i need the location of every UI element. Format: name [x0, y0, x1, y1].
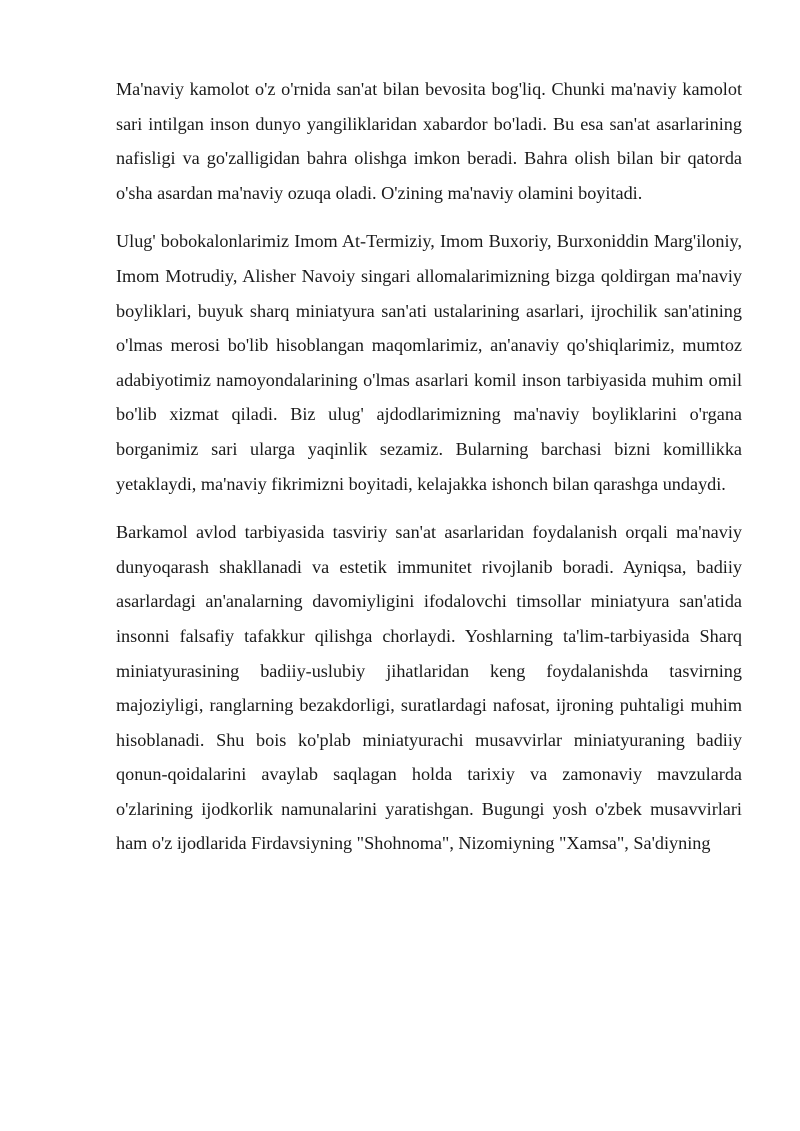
- paragraph-3: Barkamol avlod tarbiyasida tasviriy san'at asarlaridan foydalanish orqali ma'naviy dunyoqarash shakllanadi va estetik immunitet rivojlanib boradi. Ayniqsa, badiiy asarlardagi an'analarning davomiyligini ifodalovchi timsollar miniatyura san'atida insonni falsafiy tafakkur qilishga chorlaydi. Yoshlarning ta'lim-tarbiyasida Sharq miniatyurasining badiiy-uslubiy jihatlaridan keng foydalanishda tasvirning majoziyligi, ranglarning bezakdorligi, suratlardagi nafosat, ijroning puhtaligi muhim hisoblanadi. Shu bois ko'plab miniatyurachi musavvirlar miniatyuraning badiiy qonun-qoidalarini avaylab saqlagan holda tarixiy va zamonaviy mavzularda o'zlarining ijodkorlik namunalarini yaratishgan. Bugungi yosh o'zbek musavvirlari ham o'z ijodlarida Firdavsiyning "Shohnoma", Nizomiyning "Xamsa", Sa'diyning: [116, 522, 742, 854]
- document-page: [116, 72, 742, 875]
- paragraph-1: Ma'naviy kamolot o'z o'rnida san'at bilan bevosita bog'liq. Chunki ma'naviy kamolot sari intilgan inson dunyo yangiliklaridan xabardor bo'ladi. Bu esa san'at asarlarining nafisligi va go'zalligidan bahra olishga imkon beradi. Bahra olish bilan bir qatorda o'sha asardan ma'naviy ozuqa oladi. O'zining ma'naviy olamini boyitadi.: [116, 79, 742, 203]
- paragraph-2: Ulug' bobokalonlarimiz Imom At-Termiziy, Imom Buxoriy, Burxoniddin Marg'iloniy, Imom Motrudiy, Alisher Navoiy singari allomalarimizning bizga qoldirgan ma'naviy boyliklari, buyuk sharq miniatyura san'ati ustalarining asarlari, ijrochilik san'atining o'lmas merosi bo'lib hisoblangan maqomlarimiz, an'anaviy qo'shiqlarimiz, mumtoz adabiyotimiz namoyondalarining o'lmas asarlari komil inson tarbiyasida muhim omil bo'lib xizmat qiladi. Biz ulug' ajdodlarimizning ma'naviy boyliklarini o'rgana borganimiz sari ularga yaqinlik sezamiz. Bularning barchasi bizni komillikka yetaklaydi, ma'naviy fikrimizni boyitadi, kelajakka ishonch bilan qarashga undaydi.: [116, 231, 742, 494]
